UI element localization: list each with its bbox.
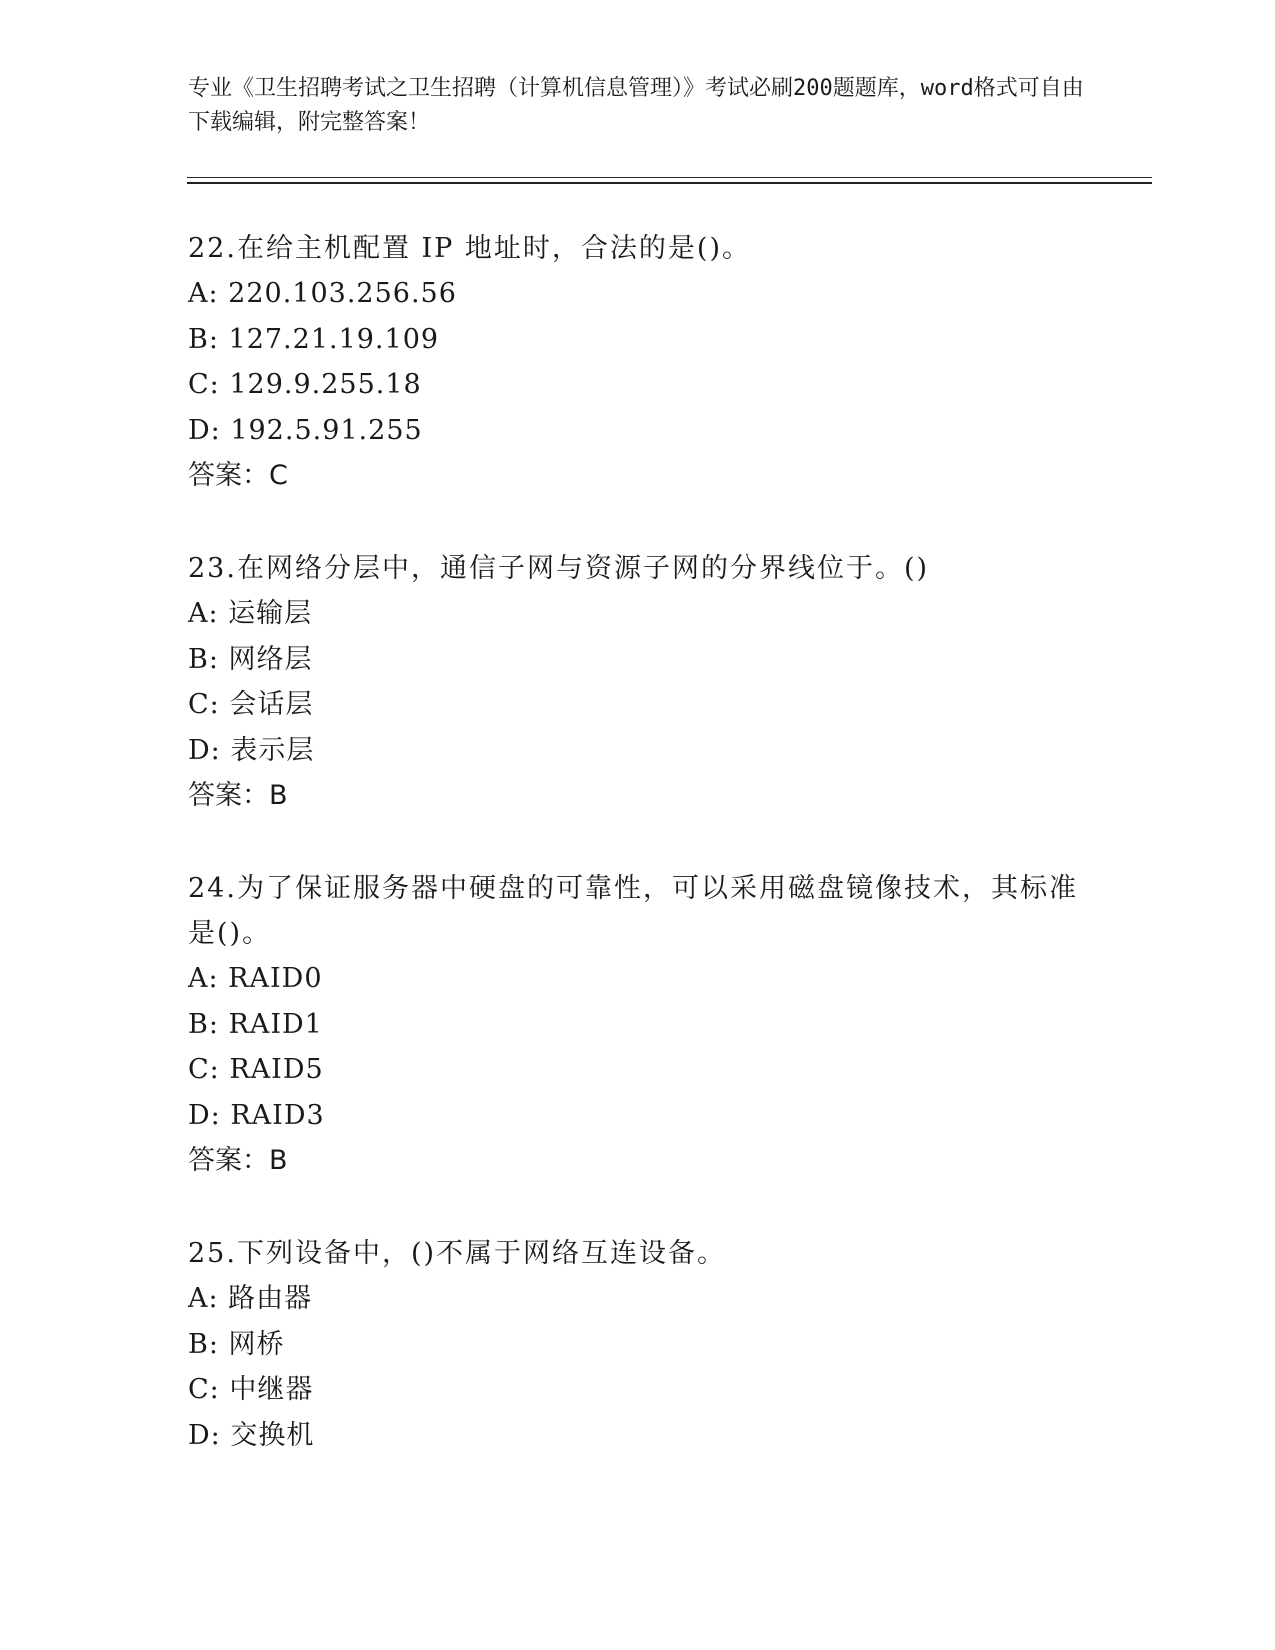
option-b: B: RAID1 <box>188 1008 323 1040</box>
question-stem: 25.下列设备中，()不属于网络互连设备。 <box>188 1238 727 1269</box>
option-d: D: 表示层 <box>188 734 315 766</box>
header-divider-thin <box>187 177 1152 178</box>
option-c: C: 中继器 <box>188 1374 314 1405</box>
option-b: B: 127.21.19.109 <box>188 323 440 355</box>
question-stem: 23.在网络分层中，通信子网与资源子网的分界线位于。() <box>188 553 930 584</box>
option-b: B: 网桥 <box>188 1328 285 1360</box>
answer-line: 答案：B <box>188 780 288 811</box>
question-23 <box>188 546 1088 818</box>
option-d: D: RAID3 <box>188 1099 325 1131</box>
header-note: 专业《卫生招聘考试之卫生招聘（计算机信息管理）》考试必刷200题题库，word格式可自由下载编辑，附完整答案！ <box>188 76 1084 135</box>
question-24 <box>188 866 1078 1183</box>
question-stem: 24.为了保证服务器中硬盘的可靠性，可以采用磁盘镜像技术，其标准是()。 <box>188 873 1078 949</box>
answer-line: 答案：C <box>188 460 288 491</box>
option-c: C: RAID5 <box>188 1054 324 1085</box>
option-d: D: 交换机 <box>188 1419 315 1451</box>
option-a: A: 路由器 <box>188 1283 313 1314</box>
option-a: A: RAID0 <box>188 963 323 994</box>
question-25 <box>188 1231 1088 1458</box>
question-stem: 22.在给主机配置 IP 地址时，合法的是()。 <box>188 233 752 264</box>
question-22 <box>188 226 1088 498</box>
option-a: A: 运输层 <box>188 598 313 629</box>
option-d: D: 192.5.91.255 <box>188 414 423 446</box>
header-divider-thick <box>187 182 1152 184</box>
option-b: B: 网络层 <box>188 643 313 675</box>
option-c: C: 129.9.255.18 <box>188 369 422 400</box>
option-c: C: 会话层 <box>188 689 314 720</box>
option-a: A: 220.103.256.56 <box>188 278 457 309</box>
answer-line: 答案：B <box>188 1145 288 1176</box>
